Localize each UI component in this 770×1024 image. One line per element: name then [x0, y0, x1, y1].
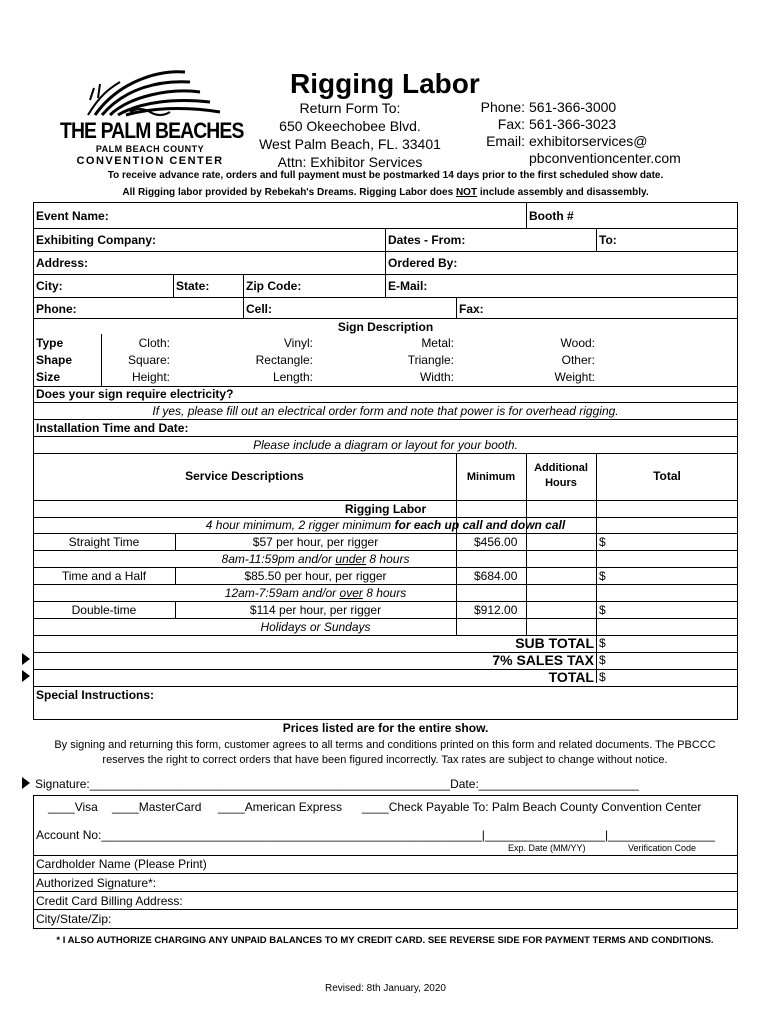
- rectangle-field[interactable]: Rectangle:: [255, 353, 313, 367]
- special-instructions-field[interactable]: Special Instructions:: [36, 688, 155, 702]
- sales-tax-value[interactable]: $: [599, 653, 606, 667]
- weight-field[interactable]: Weight:: [554, 370, 595, 384]
- subtotal-value[interactable]: $: [599, 636, 606, 650]
- logo-line3: CONVENTION CENTER: [76, 155, 224, 167]
- authorized-signature-field[interactable]: Authorized Signature*:: [36, 876, 157, 890]
- size-label: Size: [36, 370, 61, 384]
- row-minimum: $684.00: [474, 569, 518, 583]
- zip-field[interactable]: Zip Code:: [246, 279, 302, 293]
- electricity-question[interactable]: Does your sign require electricity?: [36, 387, 234, 401]
- other-field[interactable]: Other:: [561, 353, 595, 367]
- terms-line2: reserves the right to correct orders that have been figured incorrectly. Tax rates are subject to change without notice.: [102, 754, 668, 766]
- minimum-note: 4 hour minimum, 2 rigger minimum for each up call and down call: [205, 518, 566, 532]
- verification-label: Verification Code: [628, 843, 697, 853]
- rigging-labor-heading: Rigging Labor: [344, 502, 427, 516]
- diagram-note: Please include a diagram or layout for your booth.: [253, 438, 518, 452]
- double-time-note: Holidays or Sundays: [260, 620, 371, 634]
- city-field[interactable]: City:: [36, 279, 63, 293]
- vinyl-field[interactable]: Vinyl:: [283, 336, 313, 350]
- logo: [60, 70, 244, 170]
- arrow-icon: [22, 653, 30, 665]
- triangle-field[interactable]: Triangle:: [407, 353, 454, 367]
- grand-total-label: TOTAL: [548, 669, 594, 685]
- wood-field[interactable]: Wood:: [560, 336, 595, 350]
- city-state-zip-field[interactable]: City/State/Zip:: [36, 912, 112, 926]
- row-name: Double-time: [71, 603, 137, 617]
- col-additional-hours: Additional Hours: [534, 462, 588, 489]
- subtotal-label: SUB TOTAL: [515, 635, 594, 651]
- row-rate: $85.50 per hour, per rigger: [244, 569, 387, 583]
- row-total[interactable]: $: [599, 569, 606, 583]
- account-number-field[interactable]: Account No:_________________________________________________________|__________________|________________: [36, 828, 715, 842]
- sign-description-heading: Sign Description: [337, 320, 434, 334]
- electricity-note: If yes, please fill out an electrical order form and note that power is for overhead rigging.: [152, 404, 619, 418]
- dates-from-field[interactable]: Dates - From:: [388, 233, 466, 247]
- exhibiting-company-field[interactable]: Exhibiting Company:: [36, 233, 156, 247]
- mastercard-option[interactable]: ____MasterCard: [112, 800, 202, 814]
- row-name: Straight Time: [68, 535, 140, 549]
- type-label: Type: [36, 336, 64, 350]
- shape-label: Shape: [36, 353, 73, 367]
- installation-field[interactable]: Installation Time and Date:: [36, 421, 189, 435]
- sales-tax-label: 7% SALES TAX: [492, 652, 594, 668]
- exp-date-label: Exp. Date (MM/YY): [508, 843, 586, 853]
- col-total: Total: [653, 469, 681, 483]
- cell-field[interactable]: Cell:: [246, 302, 273, 316]
- row-total[interactable]: $: [599, 603, 606, 617]
- straight-time-note: 8am-11:59pm and/or under 8 hours: [221, 552, 410, 566]
- row-name: Time and a Half: [61, 569, 147, 583]
- row-additional-hours-input[interactable]: [527, 534, 596, 550]
- terms-line1: By signing and returning this form, customer agrees to all terms and conditions printed on this form and related documents. The PBCCC: [54, 739, 716, 751]
- notice-advance: To receive advance rate, orders and full payment must be postmarked 14 days prior to the first scheduled show date.: [107, 170, 664, 181]
- time-half-note: 12am-7:59am and/or over 8 hours: [224, 586, 407, 600]
- return-address: Return Form To: 650 Okeechobee Blvd. West Palm Beach, FL. 33401 Attn: Exhibitor Services: [259, 100, 441, 170]
- row-minimum: $912.00: [474, 603, 518, 617]
- visa-option[interactable]: ____Visa: [48, 800, 98, 814]
- row-additional-hours-input[interactable]: [527, 568, 596, 584]
- cardholder-name-field[interactable]: Cardholder Name (Please Print): [36, 857, 207, 871]
- state-field[interactable]: State:: [176, 279, 210, 293]
- address-field[interactable]: Address:: [36, 256, 89, 270]
- logo-line2: PALM BEACH COUNTY: [95, 144, 205, 154]
- amex-option[interactable]: ____American Express: [218, 800, 343, 814]
- prices-note: Prices listed are for the entire show.: [282, 721, 489, 735]
- booth-field[interactable]: Booth #: [529, 209, 574, 223]
- row-rate: $57 per hour, per rigger: [252, 535, 379, 549]
- email-field[interactable]: E-Mail:: [388, 279, 428, 293]
- palm-leaf-logo-icon: [60, 70, 240, 120]
- page-title: Rigging Labor: [290, 68, 480, 99]
- width-field[interactable]: Width:: [419, 370, 454, 384]
- cloth-field[interactable]: Cloth:: [138, 336, 170, 350]
- phone-field[interactable]: Phone:: [36, 302, 77, 316]
- check-option[interactable]: ____Check Payable To: Palm Beach County Convention Center: [362, 800, 702, 814]
- billing-address-field[interactable]: Credit Card Billing Address:: [36, 894, 183, 908]
- logo-line1: THE PALM BEACHES: [60, 118, 244, 143]
- row-total[interactable]: $: [599, 535, 606, 549]
- revised-date: Revised: 8th January, 2020: [324, 983, 446, 994]
- fax-field[interactable]: Fax:: [459, 302, 484, 316]
- row-rate: $114 per hour, per rigger: [249, 603, 382, 617]
- dates-to-field[interactable]: To:: [599, 233, 617, 247]
- ordered-by-field[interactable]: Ordered By:: [388, 256, 458, 270]
- authorize-note: * I ALSO AUTHORIZE CHARGING ANY UNPAID BALANCES TO MY CREDIT CARD. SEE REVERSE SIDE FOR PAYMENT TERMS AND CONDITIONS.: [56, 935, 714, 946]
- arrow-icon: [22, 670, 30, 682]
- height-field[interactable]: Height:: [131, 370, 170, 384]
- square-field[interactable]: Square:: [127, 353, 170, 367]
- length-field[interactable]: Length:: [272, 370, 313, 384]
- event-name-field[interactable]: Event Name:: [36, 209, 109, 223]
- signature-line[interactable]: Signature:______________________________________________________Date:________________________: [35, 777, 639, 791]
- arrow-icon: [22, 777, 30, 789]
- grand-total-value[interactable]: $: [599, 670, 606, 684]
- row-additional-hours-input[interactable]: [527, 602, 596, 618]
- metal-field[interactable]: Metal:: [421, 336, 454, 350]
- col-minimum: Minimum: [466, 471, 516, 483]
- notice-rigging: All Rigging labor provided by Rebekah's Dreams. Rigging Labor does NOT include assembly and disassembly.: [122, 187, 649, 198]
- row-minimum: $456.00: [474, 535, 518, 549]
- col-service-descriptions: Service Descriptions: [185, 469, 304, 483]
